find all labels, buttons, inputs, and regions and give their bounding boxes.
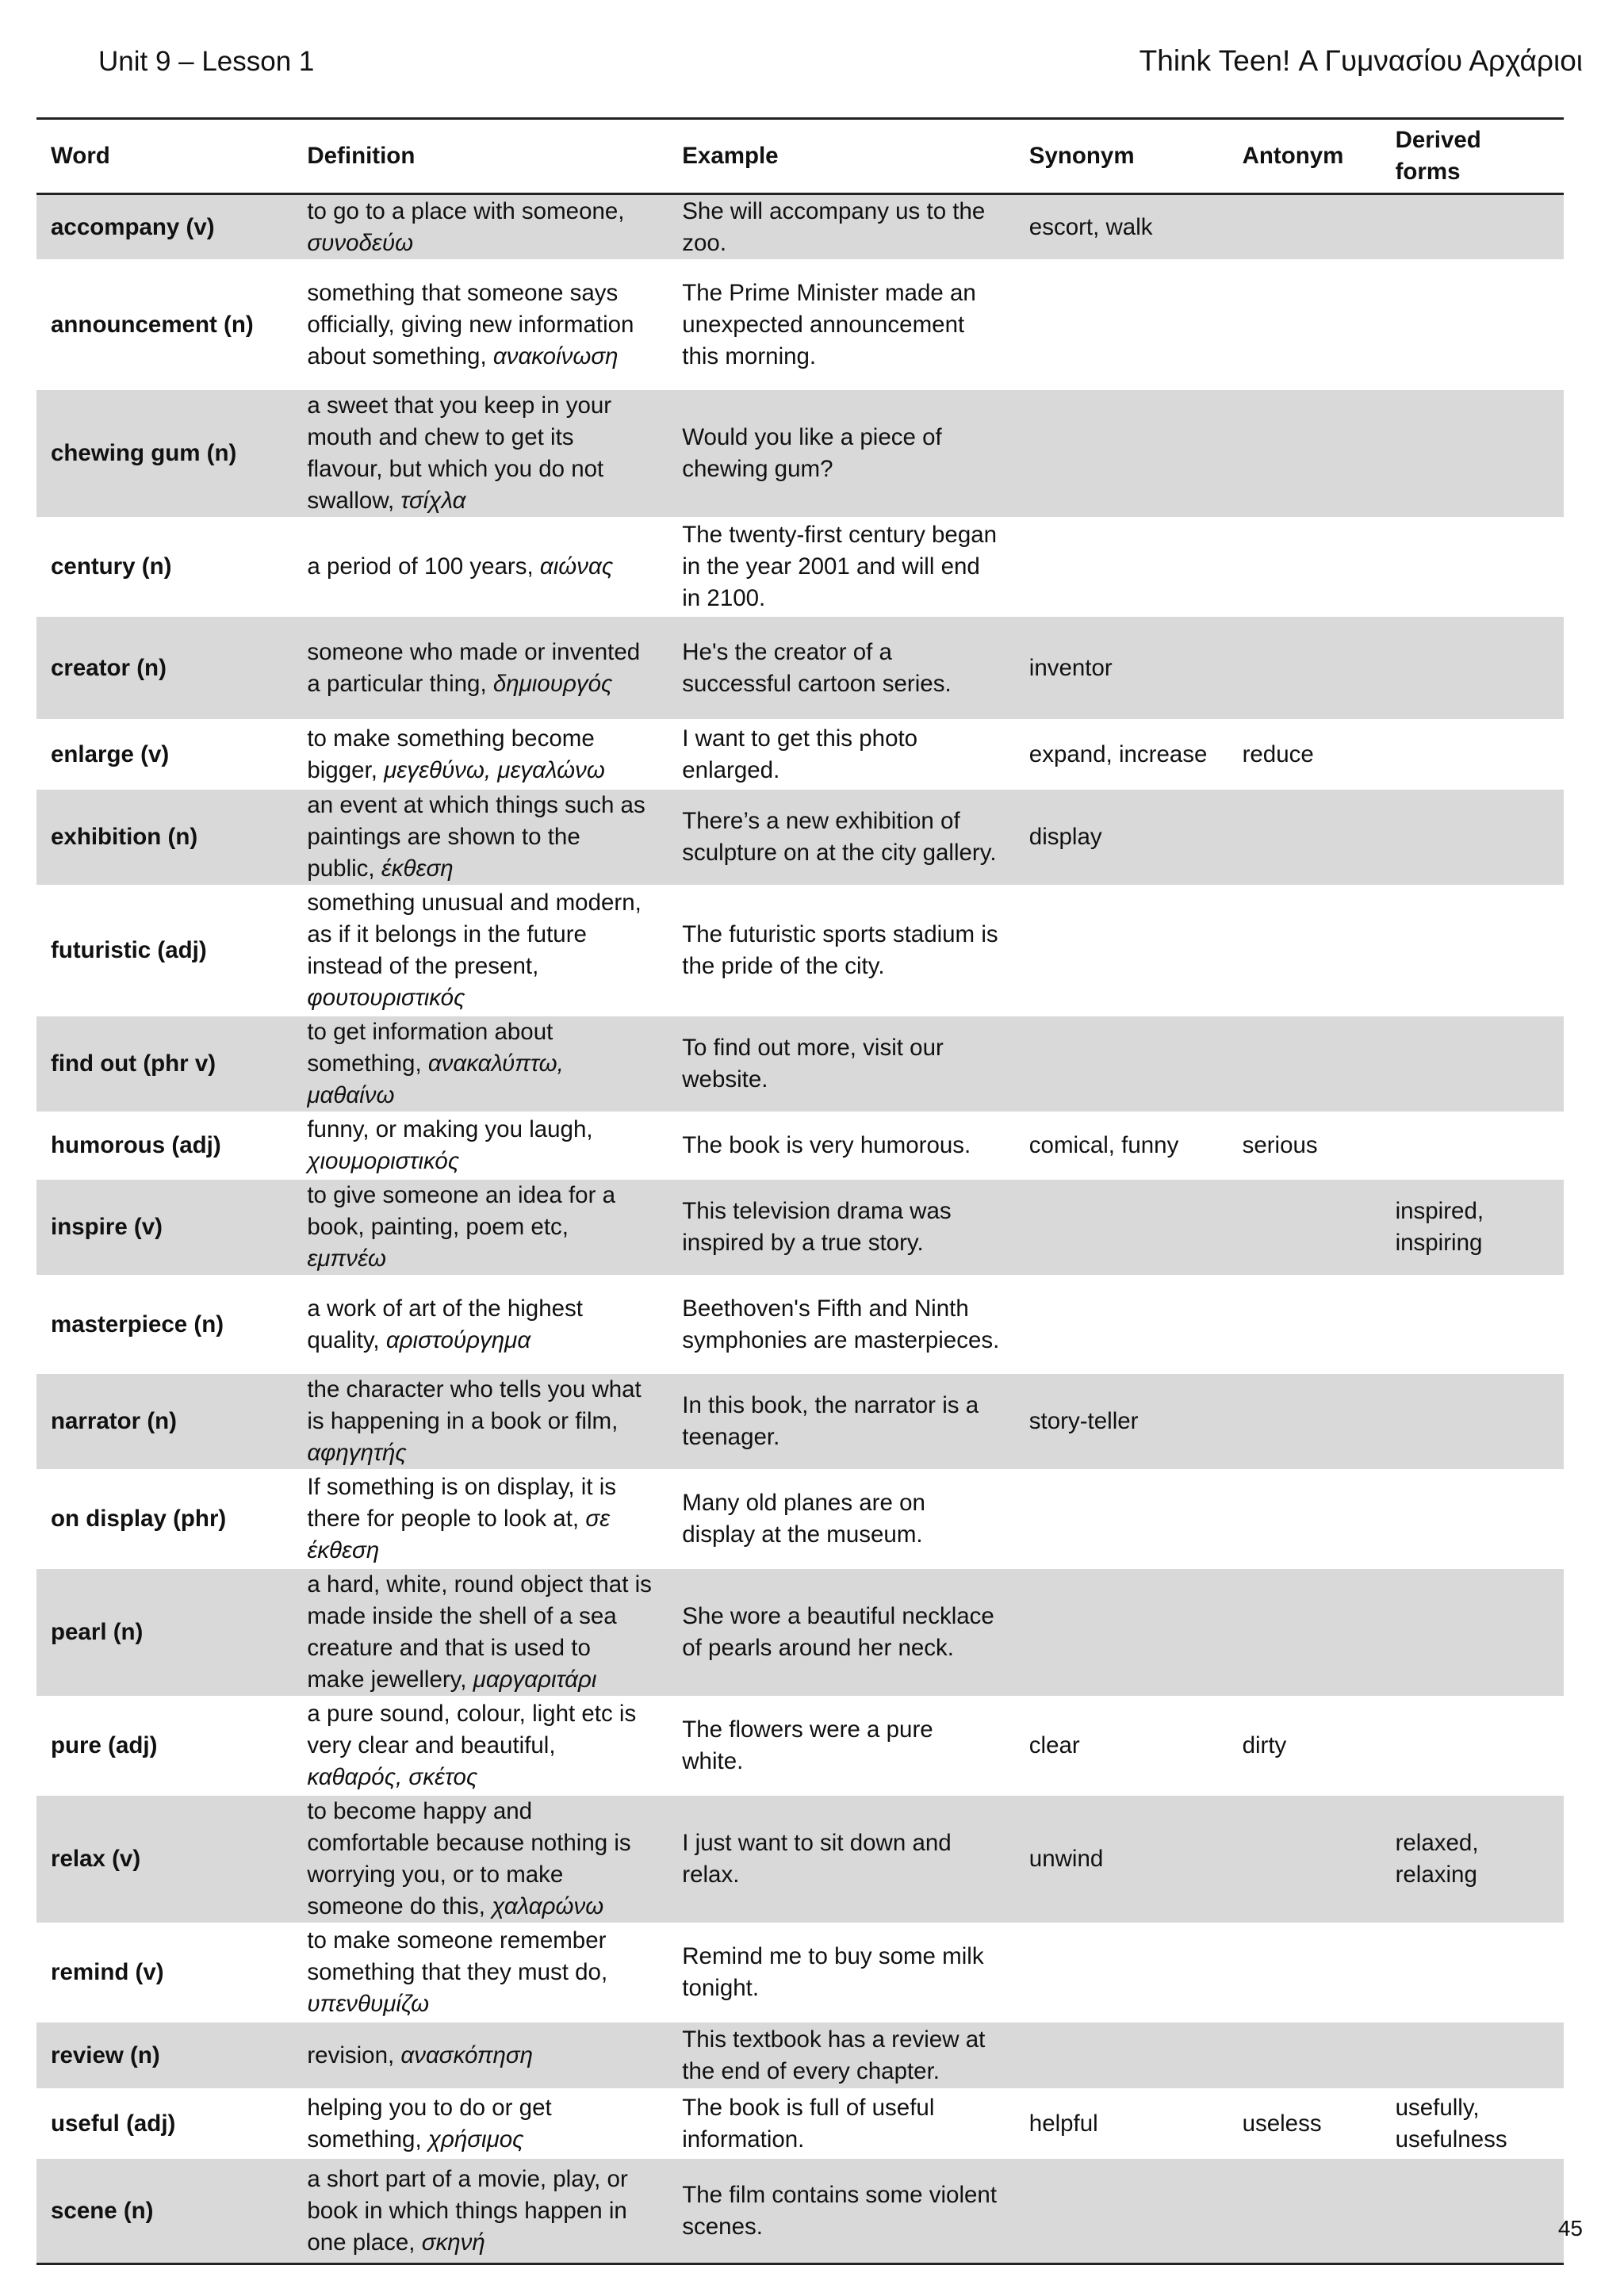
derived-forms-cell <box>1381 1568 1564 1697</box>
definition-text: to become happy and comfortable because nothing is worrying you, or to make someone do this, <box>307 1798 631 1919</box>
antonym-cell <box>1228 389 1381 519</box>
col-header-antonym: Antonym <box>1228 119 1381 194</box>
antonym-cell <box>1228 194 1381 261</box>
table-row <box>36 389 1564 519</box>
greek-translation: έκθεση <box>381 855 454 882</box>
antonym-cell <box>1228 1795 1381 1924</box>
definition-cell <box>293 1016 668 1113</box>
greek-translation: χιουμοριστικός <box>307 1148 460 1174</box>
table-row <box>36 1697 1564 1795</box>
word-cell: inspire (v) <box>36 1179 293 1276</box>
greek-translation: καθαρός, σκέτος <box>307 1764 478 1790</box>
definition-text: an event at which things such as paintings are shown to the public, <box>307 792 645 882</box>
definition-cell <box>293 2158 668 2264</box>
derived-forms-cell <box>1381 2158 1564 2264</box>
definition-cell <box>293 1568 668 1697</box>
example-cell: The twenty-first century began in the year 2001 and will end in 2100. <box>682 522 998 611</box>
example-cell: Beethoven's Fifth and Ninth symphonies are masterpieces. <box>682 1295 1000 1353</box>
definition-text: to go to a place with someone, <box>307 197 625 224</box>
synonym-cell <box>1015 389 1228 519</box>
definition-cell <box>293 389 668 519</box>
table-row <box>36 1179 1564 1276</box>
word-cell: chewing gum (n) <box>36 389 293 519</box>
synonym-cell <box>1015 1179 1228 1276</box>
table-row <box>36 1471 1564 1568</box>
definition-text: revision, <box>307 2042 395 2068</box>
greek-translation: αιώνας <box>539 553 614 580</box>
definition-cell <box>293 721 668 789</box>
antonym-cell <box>1228 1373 1381 1471</box>
definition-cell <box>293 194 668 261</box>
definition-cell <box>293 261 668 389</box>
antonym-cell <box>1228 616 1381 721</box>
word-cell: announcement (n) <box>51 311 254 338</box>
definition-text: funny, or making you laugh, <box>307 1116 593 1142</box>
table-header-row <box>36 119 1564 194</box>
greek-translation: εμπνέω <box>307 1246 386 1272</box>
derived-forms-cell <box>1381 194 1564 261</box>
table-row <box>36 1924 1564 2022</box>
synonym-cell <box>1015 1471 1228 1568</box>
derived-forms-cell <box>1381 1924 1564 2022</box>
table-row <box>36 721 1564 789</box>
example-cell: I want to get this photo enlarged. <box>682 725 918 783</box>
greek-translation: σε έκθεση <box>307 1506 611 1563</box>
col-header-derived-forms: Derived forms <box>1381 119 1564 194</box>
antonym-cell: useless <box>1242 2110 1322 2137</box>
synonym-cell: inventor <box>1015 616 1228 721</box>
greek-translation: δημιουργός <box>492 670 613 697</box>
synonym-cell <box>1015 2022 1228 2090</box>
antonym-cell <box>1228 2022 1381 2090</box>
definition-text: a sweet that you keep in your mouth and chew to get its flavour, but which you do not swallow, <box>307 392 612 514</box>
table-body <box>36 194 1564 2264</box>
greek-translation: αριστούργημα <box>385 1326 531 1353</box>
antonym-cell <box>1228 261 1381 389</box>
table-row <box>36 616 1564 721</box>
example-cell: This textbook has a review at the end of every chapter. <box>668 2022 1015 2090</box>
definition-text: to give someone an idea for a book, painting, poem etc, <box>307 1182 616 1240</box>
word-cell: pearl (n) <box>36 1568 293 1697</box>
definition-text: helping you to do or get something, <box>307 2094 552 2152</box>
definition-cell <box>293 1924 668 2022</box>
antonym-cell <box>1228 2158 1381 2264</box>
definition-cell <box>293 1113 668 1179</box>
word-cell: review (n) <box>36 2022 293 2090</box>
greek-translation: φουτουριστικός <box>307 985 465 1011</box>
synonym-cell <box>1015 261 1228 389</box>
table-row <box>36 1795 1564 1924</box>
example-cell: The book is full of useful information. <box>682 2094 935 2152</box>
synonym-cell: story-teller <box>1015 1373 1228 1471</box>
example-cell: Would you like a piece of chewing gum? <box>668 389 1015 519</box>
table-row <box>36 789 1564 886</box>
derived-forms-cell <box>1381 261 1564 389</box>
synonym-cell <box>1015 1924 1228 2022</box>
derived-forms-cell <box>1381 1373 1564 1471</box>
definition-text: a short part of a movie, play, or book in which things happen in one place, <box>307 2165 628 2256</box>
derived-forms-cell <box>1381 886 1564 1016</box>
col-header-synonym: Synonym <box>1015 119 1228 194</box>
word-cell: pure (adj) <box>51 1732 158 1758</box>
table-row <box>36 1276 1564 1373</box>
derived-forms-cell <box>1381 1016 1564 1113</box>
table-row <box>36 2022 1564 2090</box>
derived-forms-cell <box>1381 1697 1564 1795</box>
word-cell: useful (adj) <box>51 2110 176 2137</box>
greek-translation: μεγεθύνω, μεγαλώνω <box>384 756 605 783</box>
definition-text: to get information about something, <box>307 1019 553 1077</box>
definition-text: something unusual and modern, as if it belongs in the future instead of the present, <box>307 890 642 979</box>
antonym-cell <box>1228 1179 1381 1276</box>
greek-translation: ανακαλύπτω, μαθαίνω <box>307 1050 564 1108</box>
word-cell: find out (phr v) <box>36 1016 293 1113</box>
example-cell: The film contains some violent scenes. <box>668 2158 1015 2264</box>
word-cell: remind (v) <box>51 1959 164 1985</box>
word-cell: scene (n) <box>36 2158 293 2264</box>
synonym-cell: expand, increase <box>1028 740 1208 767</box>
derived-forms-cell <box>1381 389 1564 519</box>
col-header-word: Word <box>36 119 293 194</box>
synonym-cell <box>1015 1276 1228 1373</box>
example-cell: He's the creator of a successful cartoon series. <box>668 616 1015 721</box>
table-row <box>36 1568 1564 1697</box>
table-row <box>36 2158 1564 2264</box>
antonym-cell <box>1228 519 1381 616</box>
greek-translation: χαλαρώνω <box>492 1893 604 1919</box>
example-cell: The flowers were a pure white. <box>682 1716 933 1774</box>
synonym-cell <box>1015 1016 1228 1113</box>
example-cell: The Prime Minister made an unexpected announcement this morning. <box>682 279 976 369</box>
definition-cell <box>293 1795 668 1924</box>
example-cell: She wore a beautiful necklace of pearls around her neck. <box>668 1568 1015 1697</box>
definition-text: a pure sound, colour, light etc is very clear and beautiful, <box>307 1701 637 1758</box>
example-cell: She will accompany us to the zoo. <box>668 194 1015 261</box>
page-number: 45 <box>1557 2216 1583 2241</box>
table-row <box>36 2090 1564 2158</box>
synonym-cell <box>1015 886 1228 1016</box>
antonym-cell <box>1228 789 1381 886</box>
greek-translation: αφηγητής <box>307 1440 407 1466</box>
definition-cell <box>293 1276 668 1373</box>
synonym-cell: display <box>1015 789 1228 886</box>
example-cell: To find out more, visit our website. <box>668 1016 1015 1113</box>
synonym-cell <box>1015 2158 1228 2264</box>
word-cell: narrator (n) <box>36 1373 293 1471</box>
definition-cell <box>293 616 668 721</box>
example-cell: In this book, the narrator is a teenager. <box>668 1373 1015 1471</box>
definition-cell <box>293 519 668 616</box>
word-cell: creator (n) <box>36 616 293 721</box>
synonym-cell: escort, walk <box>1015 194 1228 261</box>
unit-lesson-heading: Unit 9 – Lesson 1 <box>98 46 315 77</box>
definition-cell <box>293 2090 668 2158</box>
word-cell: enlarge (v) <box>51 740 170 767</box>
word-cell: relax (v) <box>36 1795 293 1924</box>
synonym-cell: comical, funny <box>1028 1132 1179 1158</box>
definition-text: a work of art of the highest quality, <box>307 1295 583 1353</box>
definition-cell <box>293 2022 668 2090</box>
example-cell: The futuristic sports stadium is the pride of the city. <box>682 921 998 979</box>
derived-forms-cell <box>1381 1471 1564 1568</box>
table-row <box>36 1016 1564 1113</box>
definition-cell <box>293 789 668 886</box>
definition-cell <box>293 1179 668 1276</box>
derived-forms-cell <box>1381 1276 1564 1373</box>
greek-translation: συνοδεύω <box>307 229 414 256</box>
table-row <box>36 886 1564 1016</box>
table-row <box>36 194 1564 261</box>
table-row <box>36 1113 1564 1179</box>
example-cell: Many old planes are on display at the museum. <box>682 1490 925 1548</box>
vocabulary-table <box>36 117 1564 2265</box>
col-header-example: Example <box>668 119 1015 194</box>
derived-forms-cell: relaxed, relaxing <box>1381 1795 1564 1924</box>
word-cell: accompany (v) <box>36 194 293 261</box>
word-cell: century (n) <box>51 553 172 580</box>
antonym-cell: reduce <box>1242 740 1314 767</box>
table-row <box>36 519 1564 616</box>
greek-translation: ανασκόπηση <box>400 2042 534 2068</box>
synonym-cell: helpful <box>1028 2110 1098 2137</box>
definition-text: to make someone remember something that they must do, <box>307 1927 608 1985</box>
example-cell: The book is very humorous. <box>682 1132 971 1158</box>
antonym-cell <box>1228 1924 1381 2022</box>
word-cell: masterpiece (n) <box>51 1311 224 1337</box>
book-title-heading: Think Teen! Α Γυμνασίου Αρχάριοι <box>1139 44 1583 77</box>
synonym-cell <box>1015 519 1228 616</box>
derived-forms-cell: inspired, inspiring <box>1381 1179 1564 1276</box>
synonym-cell <box>1015 1568 1228 1697</box>
derived-forms-cell <box>1381 789 1564 886</box>
definition-text: a hard, white, round object that is made inside the shell of a sea creature and that is used to make jewellery, <box>307 1571 652 1693</box>
word-cell: exhibition (n) <box>36 789 293 886</box>
table-row <box>36 1373 1564 1471</box>
definition-text: If something is on display, it is there for people to look at, <box>307 1474 617 1532</box>
definition-text: something that someone says officially, giving new information about something, <box>307 279 634 369</box>
greek-translation: χρήσιμος <box>427 2126 524 2152</box>
antonym-cell <box>1228 886 1381 1016</box>
definition-text: to make something become bigger, <box>307 725 595 783</box>
antonym-cell <box>1228 1016 1381 1113</box>
word-cell: futuristic (adj) <box>51 937 207 963</box>
definition-text: the character who tells you what is happening in a book or film, <box>307 1376 642 1434</box>
derived-forms-cell <box>1381 616 1564 721</box>
col-header-definition: Definition <box>293 119 668 194</box>
antonym-cell <box>1228 1568 1381 1697</box>
greek-translation: ανακοίνωση <box>492 342 619 369</box>
synonym-cell: unwind <box>1015 1795 1228 1924</box>
definition-cell <box>293 1471 668 1568</box>
derived-forms-cell <box>1381 1113 1564 1179</box>
antonym-cell: dirty <box>1242 1732 1287 1758</box>
derived-forms-cell <box>1381 2022 1564 2090</box>
example-cell: I just want to sit down and relax. <box>668 1795 1015 1924</box>
definition-cell <box>293 1697 668 1795</box>
word-cell: humorous (adj) <box>51 1132 221 1158</box>
example-cell: Remind me to buy some milk tonight. <box>682 1943 984 2001</box>
table-row <box>36 261 1564 389</box>
derived-forms-cell <box>1381 721 1564 789</box>
derived-forms-cell: usefully, usefulness <box>1395 2094 1507 2152</box>
synonym-cell: clear <box>1028 1732 1080 1758</box>
example-cell: There’s a new exhibition of sculpture on at the city gallery. <box>668 789 1015 886</box>
word-cell: on display (phr) <box>51 1506 227 1532</box>
greek-translation: μαργαριτάρι <box>473 1667 597 1693</box>
greek-translation: σκηνή <box>421 2229 485 2256</box>
antonym-cell <box>1228 1276 1381 1373</box>
definition-text: someone who made or invented a particular thing, <box>307 638 641 697</box>
definition-cell <box>293 886 668 1016</box>
derived-forms-cell <box>1381 519 1564 616</box>
greek-translation: υπενθυμίζω <box>307 1991 430 2017</box>
greek-translation: τσίχλα <box>400 488 466 514</box>
definition-text: a period of 100 years, <box>307 553 534 580</box>
antonym-cell: serious <box>1242 1132 1318 1158</box>
example-cell: This television drama was inspired by a true story. <box>668 1179 1015 1276</box>
antonym-cell <box>1228 1471 1381 1568</box>
definition-cell <box>293 1373 668 1471</box>
